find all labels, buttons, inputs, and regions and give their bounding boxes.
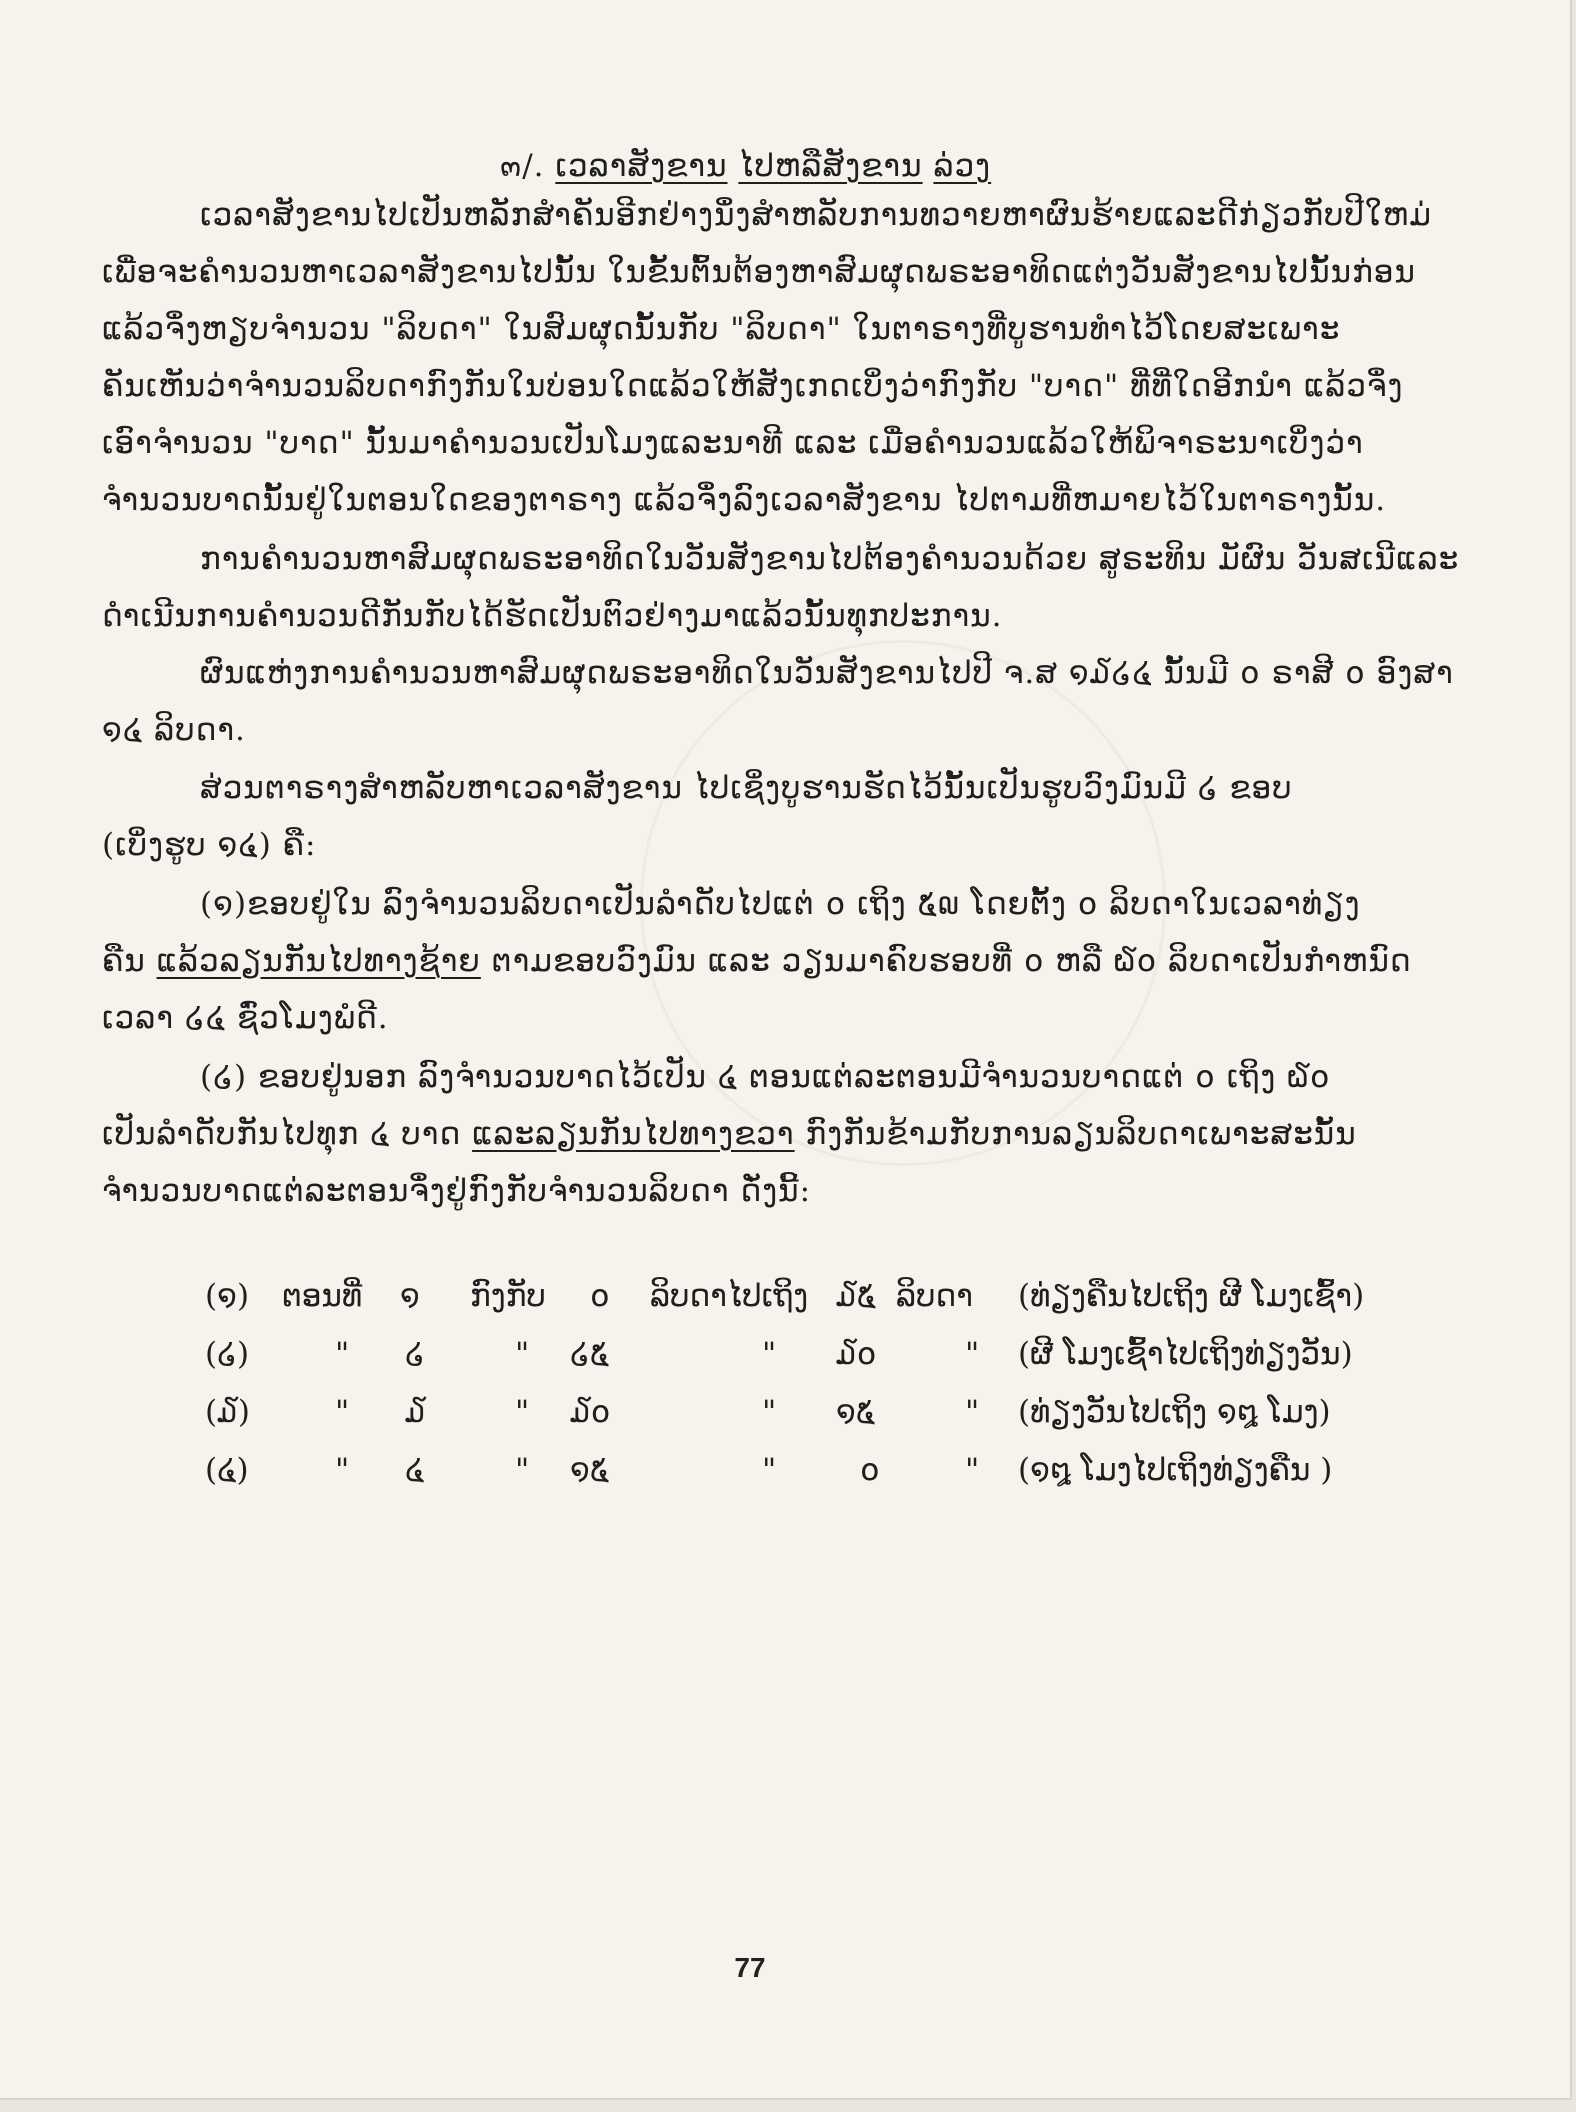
paragraph-line: ຈຳນວນບາດນັ້ນຢູ່ໃນຕອນໃດຂອງຕາຣາງ ແລ້ວຈຶ່ງລົງເວລາສັງຂານ ໄປຕາມທີ່ຫມາຍໄວ້ໃນຕາຣາງນັ້ນ. (102, 482, 1387, 518)
heading-part3: ລ່ວງ (933, 148, 992, 184)
paragraph-line: ໑໔ ລິບດາ. (102, 712, 246, 748)
table-cell: " (335, 1452, 350, 1488)
table-cell: " (965, 1394, 980, 1430)
table-cell: " (762, 1394, 777, 1430)
table-cell: (ຜີ ໂມງເຊົ້າໄປເຖິງທ່ຽງວັນ) (1018, 1336, 1353, 1372)
paragraph-line (102, 943, 1412, 979)
paragraph-line: ເພື່ອຈະຄຳນວນຫາເວລາສັງຂານໄປນັ້ນ ໃນຂັ້ນຕົ້ນຕ້ອງຫາສົມຜຸດພຣະອາທິດແຕ່ງວັນສັງຂານໄປນັ້ນກ່ອນ (102, 254, 1416, 290)
table-cell: (໑໘ ໂມງໄປເຖິງທ່ຽງຄືນ ) (1018, 1452, 1333, 1488)
table-cell: (ທ່ຽງຄືນໄປເຖິງ ຜີ ໂມງເຊົ້າ) (1018, 1278, 1365, 1314)
heading-part1: ເວລາສັງຂານ (555, 148, 728, 184)
paragraph-line: (ເບິ່ງຮູບ ໑໔) ຄື: (102, 827, 317, 863)
table-cell: (໑) (205, 1278, 250, 1314)
paragraph-line: ເວລາ ໒໔ ຊົ່ວໂມງພໍດີ. (102, 1000, 389, 1036)
table-cell: ໑໕ (836, 1394, 876, 1430)
section-heading (500, 140, 991, 190)
table-cell: ໑ (400, 1278, 420, 1314)
paragraph-line: ແລ້ວຈຶ່ງຫຽບຈຳນວນ "ລິບດາ" ໃນສົມຜຸດນັ້ນກັບ "ລິບດາ" ໃນຕາຣາງທີ່ບູຮານທຳໄວ້ໂດຍສະເພາະ (102, 311, 1341, 347)
table-cell: ໑໕ (570, 1452, 610, 1488)
table-cell: " (515, 1394, 530, 1430)
table-cell: " (965, 1452, 980, 1488)
paragraph-line: ຈຳນວນບາດແຕ່ລະຕອນຈຶ່ງຢູ່ກົງກັບຈຳນວນລິບດາ ດັ່ງນີ້: (102, 1173, 812, 1209)
table-cell: (ທ່ຽງວັນໄປເຖິງ ໑໘ ໂມງ) (1018, 1394, 1331, 1430)
paragraph-line: ຜົນແຫ່ງການຄຳນວນຫາສົມຜຸດພຣະອາທິດໃນວັນສັງຂານໄປປີ ຈ.ສ ໑໓໒໔ ນັ້ນມີ ໐ ຣາສີ ໐ ອົງສາ (200, 655, 1454, 691)
table-cell: ລິບດາໄປເຖິງ (650, 1278, 809, 1314)
underlined-text: ແລ້ວລຽນກັນໄປທາງຊ້າຍ (156, 943, 481, 979)
table-cell: ໐ (860, 1452, 880, 1488)
table-cell: ໐ (590, 1278, 610, 1314)
table-cell: ຕອນທີ່ (282, 1278, 363, 1314)
page-number: 77 (734, 1952, 766, 1983)
table-cell: ກົງກັບ (470, 1278, 546, 1314)
paragraph-line: ດຳເນີນການຄຳນວນດີກັນກັບໄດ້ຮັດເປັນຕົວຢ່າງມາແລ້ວນັ້ນທຸກປະການ. (102, 598, 1003, 634)
underlined-text: ແລະລຽນກັນໄປທາງຂວາ (472, 1116, 795, 1152)
table-cell: ໒໕ (570, 1336, 610, 1372)
heading-part2: ໄປຫລືສັງຂານ (738, 148, 923, 184)
table-cell: ໒ (405, 1336, 425, 1372)
table-cell: ລິບດາ (896, 1278, 973, 1314)
table-cell: " (965, 1336, 980, 1372)
table-cell: " (762, 1452, 777, 1488)
table-cell: " (762, 1336, 777, 1372)
paragraph-line: ເອົາຈຳນວນ "ບາດ" ນັ້ນມາຄຳນວນເປັນໂມງແລະນາທີ ແລະ ເມື່ອຄຳນວນແລ້ວໃຫ້ພິຈາຣະນາເບິ່ງວ່າ (102, 425, 1364, 461)
paragraph-line: ເວລາສັງຂານໄປເປັນຫລັກສຳຄັນອີກຢ່າງນຶ່ງສຳຫລັບການທວາຍຫາຜົນຮ້າຍແລະດີກ່ຽວກັບປີໃຫມ່ (200, 197, 1432, 233)
heading-number: ๓/. (500, 148, 545, 184)
paragraph-line: (໒) ຂອບຢູ່ນອກ ລົງຈຳນວນບາດໄວ້ເປັນ ໔ ຕອນແຕ່ລະຕອນມີຈຳນວນບາດແຕ່ ໐ ເຖິງ ໖໐ (200, 1059, 1331, 1095)
table-cell: ໓໐ (570, 1394, 611, 1430)
paragraph-line (102, 1116, 1357, 1152)
text-run: ຕາມຂອບວົງມົນ ແລະ ວຽນມາຄົບຮອບທີ່ ໐ ຫລື ໖໐ ລິບດາເປັນກຳຫນົດ (480, 943, 1412, 979)
table-cell: " (335, 1394, 350, 1430)
table-cell: ໓ (405, 1394, 426, 1430)
table-cell: (໔) (205, 1452, 249, 1488)
table-cell: (໓) (205, 1394, 250, 1430)
paragraph-line: ການຄຳນວນຫາສົມຜຸດພຣະອາທິດໃນວັນສັງຂານໄປຕ້ອງຄຳນວນດ້ວຍ ສູຣະທິນ ມັຜົນ ວັນສເນີແລະ (200, 541, 1460, 577)
table-cell: (໒) (205, 1336, 250, 1372)
paragraph-line: ສ່ວນຕາຣາງສຳຫລັບຫາເວລາສັງຂານ ໄປເຊິ່ງບູຮານຮັດໄວ້ນັ້ນເປັນຮູບວົງມົນມີ ໒ ຂອບ (200, 770, 1293, 806)
table-cell: " (515, 1336, 530, 1372)
table-cell: ໓໐ (836, 1336, 877, 1372)
text-run: ເປັນລຳດັບກັນໄປທຸກ ໔ ບາດ (102, 1116, 473, 1152)
text-run: ກົງກັນຂ້າມກັບການລຽນລິບດາເພາະສະນັ້ນ (794, 1116, 1357, 1152)
table-cell: ໔ (405, 1452, 425, 1488)
table-cell: " (335, 1336, 350, 1372)
paragraph-line: (໑)ຂອບຢູ່ໃນ ລົງຈຳນວນລິບດາເປັນລຳດັບໄປແຕ່ ໐ ເຖິງ ໕໙ ໂດຍຕັ້ງ ໐ ລິບດາໃນເວລາທ່ຽງ (200, 886, 1361, 922)
text-run: ຄືນ (102, 943, 157, 979)
paragraph-line: ຄັນເຫັນວ່າຈຳນວນລິບດາກົງກັນໃນບ່ອນໃດແລ້ວໃຫ້ສັງເກດເບິ່ງວ່າກົງກັບ "ບາດ" ທີ່ທີ່ໃດອີກນຳ ແລ້ວຈຶ່ງ (102, 368, 1404, 404)
table-cell: " (515, 1452, 530, 1488)
table-cell: ໓໕ (836, 1278, 877, 1314)
